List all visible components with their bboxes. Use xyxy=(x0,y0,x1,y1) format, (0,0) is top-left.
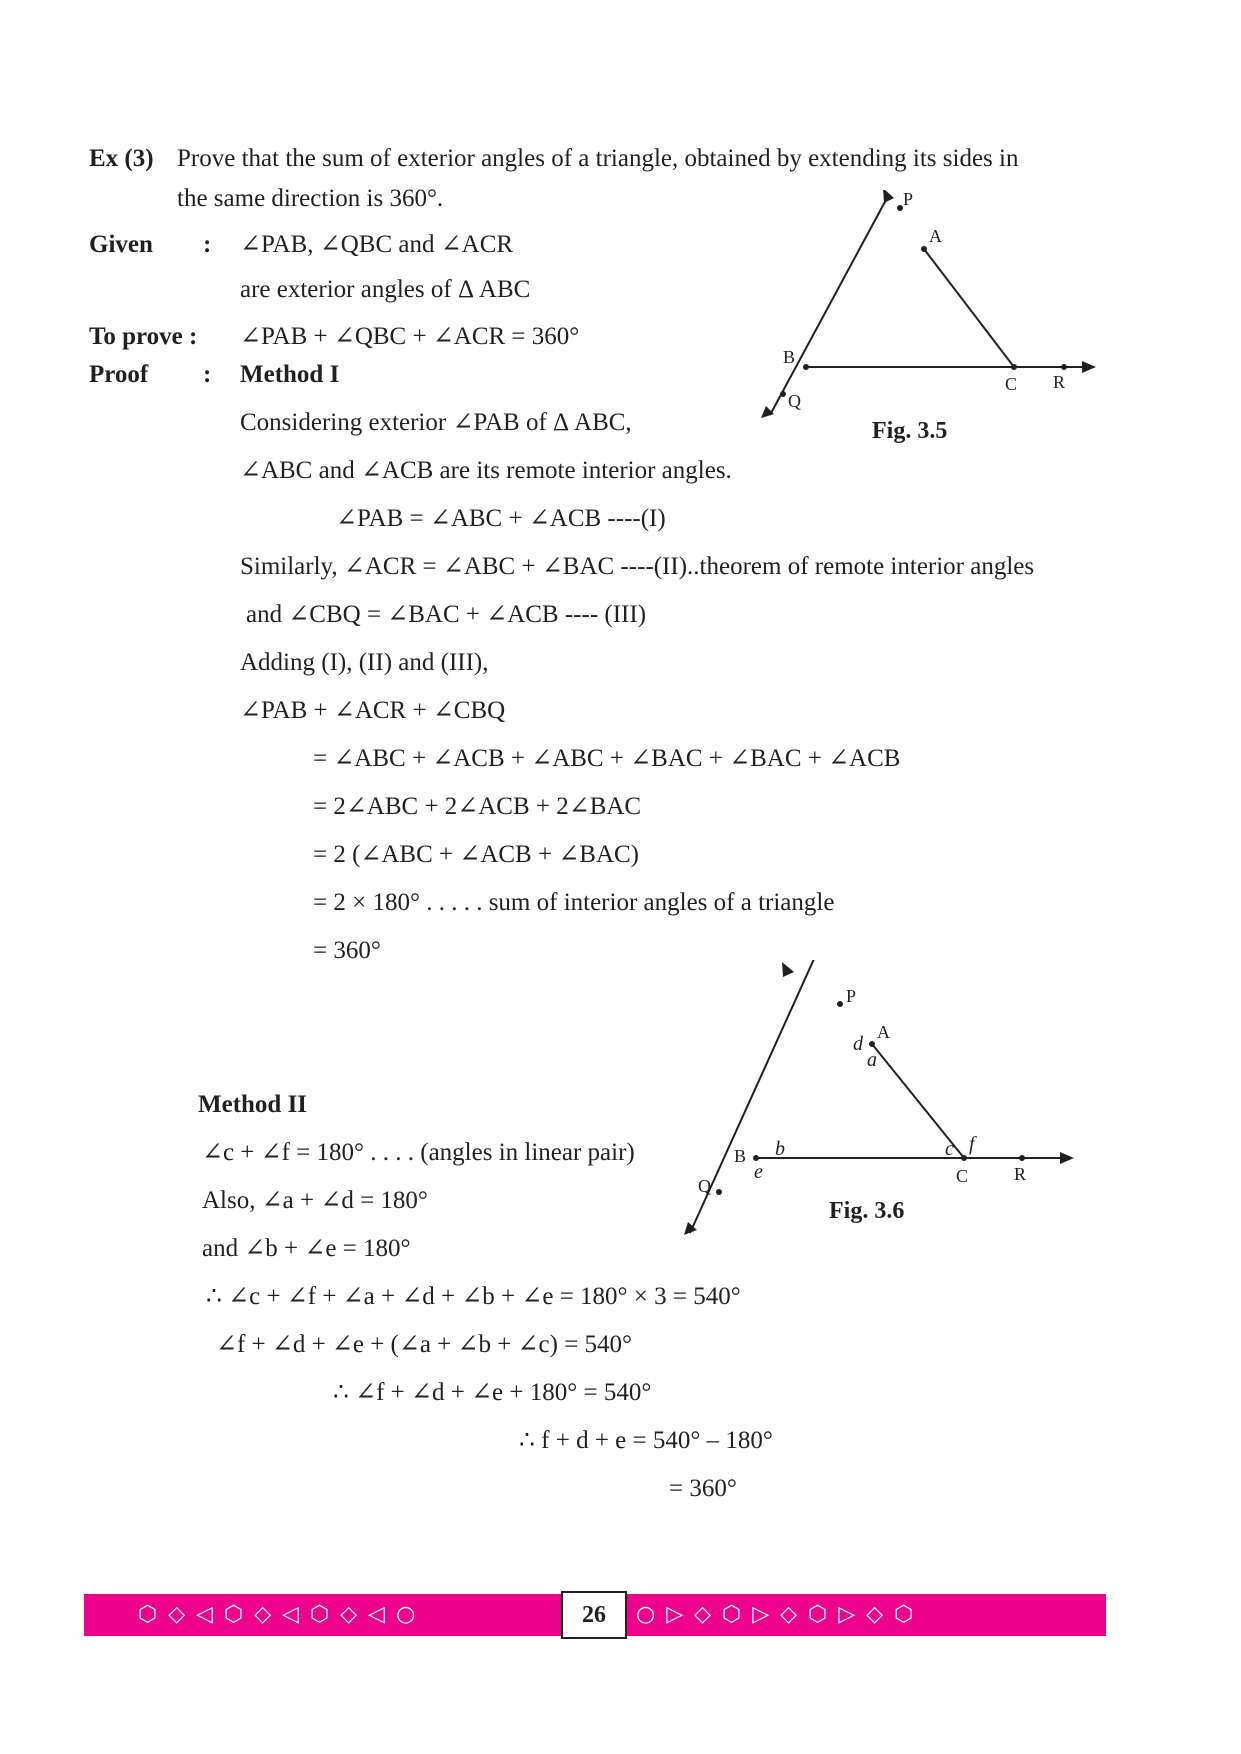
method-2-line: ∴ f + d + e = 540° – 180° xyxy=(519,1427,773,1454)
method-2-line: = 360° xyxy=(669,1475,737,1502)
method-2-line: and ∠b + ∠e = 180° xyxy=(202,1235,411,1262)
point-q xyxy=(716,1189,722,1195)
proof-line: = 2 (∠ABC + ∠ACB + ∠BAC) xyxy=(313,841,640,868)
exercise-statement-line-2: the same direction is 360°. xyxy=(177,185,444,212)
proof-line: ∠PAB = ∠ABC + ∠ACB ----(I) xyxy=(336,505,666,532)
exercise-statement-line-1: Prove that the sum of exterior angles of a triangle, obtained by extending its sides in xyxy=(177,145,1019,172)
proof-line: ∠ABC and ∠ACB are its remote interior angles. xyxy=(240,457,732,484)
label-p: P xyxy=(846,986,857,1006)
proof-line: Adding (I), (II) and (III), xyxy=(240,649,489,676)
angle-label-d: d xyxy=(853,1033,863,1055)
method-2-line: ∴ ∠c + ∠f + ∠a + ∠d + ∠b + ∠e = 180° × 3 = 540° xyxy=(206,1283,741,1310)
label-b: B xyxy=(734,1146,747,1166)
arrowhead-r xyxy=(1060,1152,1074,1164)
proof-colon: : xyxy=(203,361,212,388)
footer-ornament-left: ⬡ ◇ ◁ ⬡ ◇ ◁ ⬡ ◇ ◁ ○ xyxy=(138,1602,418,1627)
label-q: Q xyxy=(788,391,801,411)
method-2-line: Also, ∠a + ∠d = 180° xyxy=(202,1187,428,1214)
label-r: R xyxy=(1053,372,1066,392)
label-a: A xyxy=(877,1022,890,1042)
proof-label: Proof xyxy=(89,361,149,388)
method-2-line: ∴ ∠f + ∠d + ∠e + 180° = 540° xyxy=(333,1379,652,1406)
given-label: Given xyxy=(89,231,153,258)
figure-3-6-caption: Fig. 3.6 xyxy=(829,1198,905,1224)
point-a xyxy=(869,1041,875,1047)
proof-line: and ∠CBQ = ∠BAC + ∠ACB ---- (III) xyxy=(246,601,647,628)
point-c xyxy=(961,1155,967,1161)
method-2-line: ∠f + ∠d + ∠e + (∠a + ∠b + ∠c) = 540° xyxy=(216,1331,633,1358)
figure-3-5-caption: Fig. 3.5 xyxy=(872,418,948,444)
given-colon: : xyxy=(203,231,212,258)
label-a: A xyxy=(929,226,942,246)
side-ac xyxy=(924,249,1014,367)
footer-ornament-right: ○ ▷ ◇ ⬡ ▷ ◇ ⬡ ▷ ◇ ⬡ xyxy=(636,1602,916,1627)
page-number: 26 xyxy=(561,1591,627,1639)
point-q xyxy=(780,391,786,397)
point-b xyxy=(803,364,809,370)
arrowhead-p xyxy=(782,962,794,977)
point-r xyxy=(1019,1155,1025,1161)
method-2-heading: Method II xyxy=(198,1091,308,1118)
proof-line: = 2∠ABC + 2∠ACB + 2∠BAC xyxy=(313,793,642,820)
method-1-heading: Method I xyxy=(240,361,340,388)
proof-line: = 360° xyxy=(313,937,381,964)
to-prove-statement: ∠PAB + ∠QBC + ∠ACR = 360° xyxy=(240,323,580,350)
angle-label-c: c xyxy=(945,1138,954,1160)
angle-label-a: a xyxy=(867,1049,877,1071)
proof-line: ∠PAB + ∠ACR + ∠CBQ xyxy=(240,697,506,724)
point-r xyxy=(1061,364,1067,370)
given-line-2: are exterior angles of Δ ABC xyxy=(240,276,531,303)
arrowhead-r xyxy=(1082,361,1096,373)
proof-line: Similarly, ∠ACR = ∠ABC + ∠BAC ----(II)..theorem of remote interior angles xyxy=(240,553,1035,580)
angle-label-e: e xyxy=(754,1161,763,1183)
arrowhead-p xyxy=(883,190,894,203)
angle-label-b: b xyxy=(775,1138,785,1160)
label-c: C xyxy=(1005,374,1018,394)
exercise-label: Ex (3) xyxy=(89,145,154,172)
label-q: Q xyxy=(698,1176,711,1196)
given-line-1: ∠PAB, ∠QBC and ∠ACR xyxy=(240,231,514,258)
label-c: C xyxy=(956,1166,969,1186)
label-p: P xyxy=(903,190,914,209)
proof-line: = ∠ABC + ∠ACB + ∠ABC + ∠BAC + ∠BAC + ∠ACB xyxy=(313,745,901,772)
method-2-line: ∠c + ∠f = 180° . . . . (angles in linear pair) xyxy=(202,1139,635,1166)
proof-line: = 2 × 180° . . . . . sum of interior angles of a triangle xyxy=(313,889,835,916)
figure-3-5 xyxy=(740,190,1110,440)
label-r: R xyxy=(1014,1164,1027,1184)
point-c xyxy=(1011,364,1017,370)
line-ab-extended xyxy=(770,198,887,415)
proof-line: Considering exterior ∠PAB of Δ ABC, xyxy=(240,409,632,436)
point-a xyxy=(921,246,927,252)
point-p xyxy=(837,1001,843,1007)
label-b: B xyxy=(783,347,796,367)
to-prove-label: To prove : xyxy=(89,323,198,350)
angle-label-f: f xyxy=(969,1133,975,1155)
